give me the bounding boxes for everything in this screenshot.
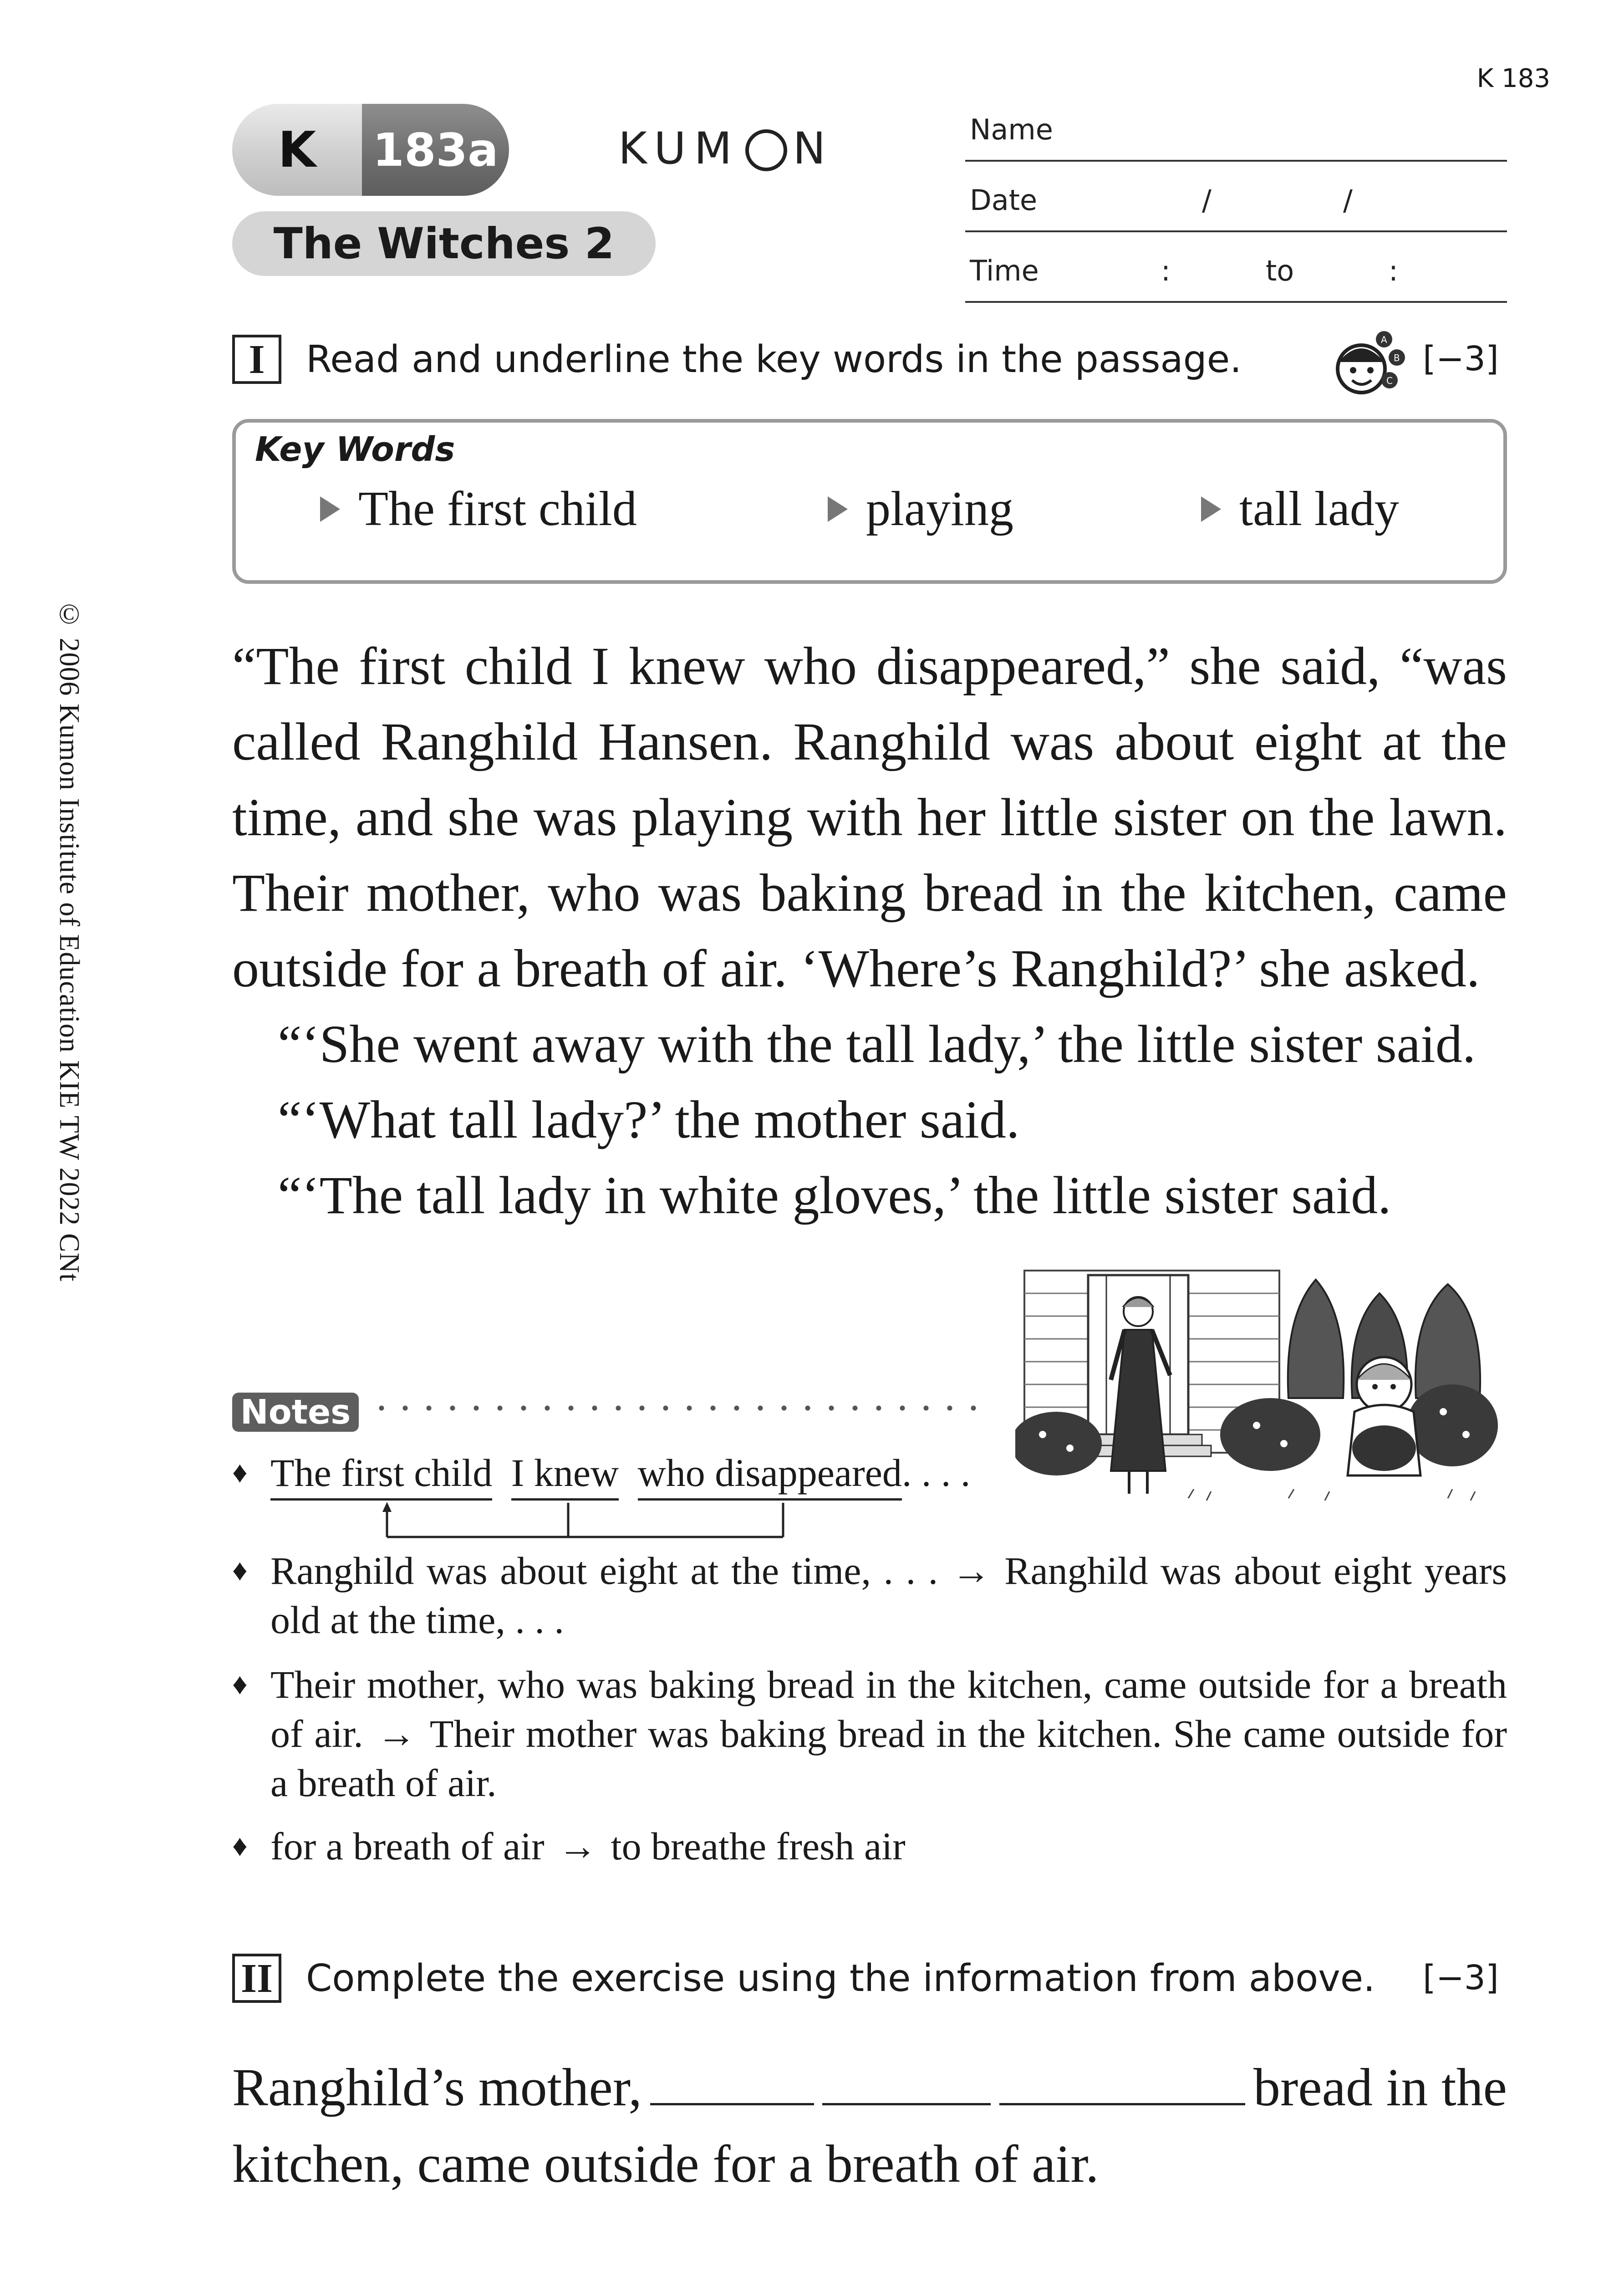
- key-word: playing: [828, 481, 1013, 537]
- grammar-bracket-diagram: [373, 1498, 829, 1544]
- diamond-bullet-icon: ♦: [232, 1554, 248, 1587]
- passage-paragraph: called Ranghild Hansen. Ranghild was about eight at the time, and she was playing with her little sister on the lawn. Their mother, who was baking bread in the kitchen, came outside for a breath of air. ‘Where’s Ranghild?’ she asked.: [232, 712, 1507, 998]
- answer-blank[interactable]: [822, 2076, 991, 2105]
- date-field[interactable]: [965, 164, 1507, 232]
- triangle-bullet-icon: [828, 496, 848, 522]
- note-ellipsis: . . . .: [901, 1451, 971, 1495]
- level-letter: K: [278, 121, 316, 179]
- key-word: The first child: [320, 481, 637, 537]
- arrow-icon: →: [952, 1549, 991, 1593]
- date-label: Date: [970, 184, 1038, 217]
- time-label: Time: [970, 254, 1039, 287]
- page-code: K 183: [1476, 64, 1550, 93]
- copyright-notice: © 2006 Kumon Institute of Education KIE TW 2022 CNt: [54, 599, 85, 1282]
- worksheet-title: The Witches 2: [232, 211, 656, 276]
- section-2-instruction: Complete the exercise using the information from above.: [306, 1957, 1375, 2000]
- note-item: ♦ for a breath of air → to breathe fresh air: [232, 1822, 1507, 1871]
- arrow-icon: →: [558, 1824, 597, 1868]
- reading-passage: [232, 628, 1507, 1233]
- note-phrase-clause: who disappeared: [638, 1451, 902, 1501]
- arrow-icon: →: [377, 1712, 416, 1756]
- exercise-text: Ranghild’s mother,: [232, 2057, 642, 2117]
- note-item: [232, 1448, 1507, 1497]
- reading-kid-icon: [1329, 326, 1416, 398]
- diamond-bullet-icon: ♦: [232, 1668, 248, 1701]
- exercise: [232, 2049, 1507, 2202]
- svg-text:C: C: [1386, 375, 1393, 386]
- key-words-box: [232, 419, 1507, 584]
- passage-dialogue: “‘What tall lady?’ the mother said.: [278, 1090, 1020, 1149]
- passage-dialogue: “‘The tall lady in white gloves,’ the little sister said.: [278, 1165, 1391, 1225]
- date-separator: /: [1343, 184, 1353, 217]
- date-separator: /: [1202, 184, 1212, 217]
- note-item: ♦ Ranghild was about eight at the time, . . . → Ranghild was about eight years old at the time, . . .: [232, 1546, 1507, 1644]
- section-1-numeral: I: [232, 335, 281, 384]
- level-badge: [232, 104, 509, 196]
- diamond-bullet-icon: ♦: [232, 1829, 248, 1863]
- time-to-label: to: [1266, 254, 1294, 287]
- passage-dialogue: “‘She went away with the tall lady,’ the little sister said.: [278, 1014, 1476, 1074]
- svg-text:B: B: [1394, 352, 1400, 363]
- name-field[interactable]: [965, 93, 1507, 162]
- exercise-text: bread in the: [1253, 2057, 1507, 2117]
- section-1-penalty: [−3]: [1423, 339, 1499, 378]
- key-word: tall lady: [1201, 481, 1399, 537]
- note-phrase-head: The first child: [270, 1451, 492, 1501]
- kumon-logo: KUM N: [618, 123, 834, 174]
- name-label: Name: [970, 113, 1053, 146]
- svg-text:A: A: [1381, 334, 1387, 345]
- note-phrase-clause: I knew: [511, 1451, 619, 1501]
- sheet-number: 183a: [362, 104, 509, 196]
- section-2-penalty: [−3]: [1423, 1958, 1499, 1997]
- triangle-bullet-icon: [320, 496, 340, 522]
- answer-blank[interactable]: [999, 2076, 1245, 2105]
- triangle-bullet-icon: [1201, 496, 1221, 522]
- dotted-divider: [370, 1404, 993, 1413]
- time-separator: :: [1389, 254, 1398, 287]
- note-item: ♦ Their mother, who was baking bread in the kitchen, came outside for a breath of air. → Their mother was baking bread in the kitchen. She came outside for a breath of air.: [232, 1660, 1507, 1807]
- answer-blank[interactable]: [650, 2076, 814, 2105]
- time-separator: :: [1161, 254, 1171, 287]
- passage-line: “The first child I knew who disappeared,” she said, “was: [232, 636, 1507, 696]
- time-field[interactable]: [965, 235, 1507, 303]
- notes-label: Notes: [232, 1393, 359, 1432]
- logo-face-icon: [745, 129, 787, 171]
- diamond-bullet-icon: ♦: [232, 1456, 248, 1489]
- exercise-text: kitchen, came outside for a breath of air.: [232, 2134, 1099, 2194]
- section-2-numeral: II: [232, 1954, 281, 2003]
- section-1-instruction: Read and underline the key words in the passage.: [306, 338, 1242, 381]
- key-words-title: Key Words: [255, 430, 455, 469]
